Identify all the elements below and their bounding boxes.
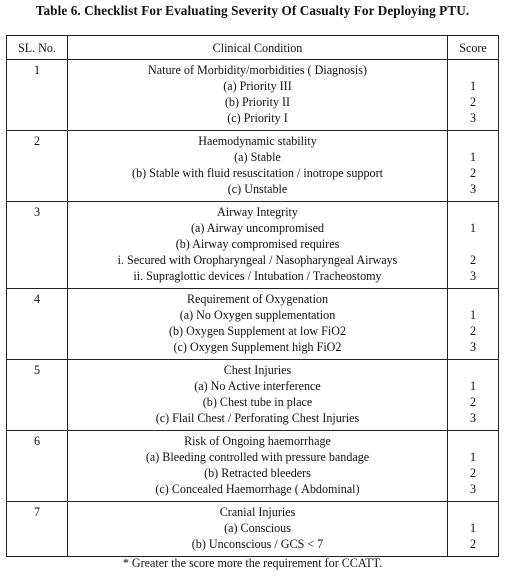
score-value: 3	[469, 182, 477, 196]
condition-option: (b) Airway compromised requires	[175, 237, 340, 251]
header-sl-no: SL. No.	[7, 36, 68, 60]
score-spacer	[452, 362, 494, 378]
score-value: 1	[469, 79, 477, 93]
condition-heading: Requirement of Oxygenation	[186, 292, 329, 306]
condition-option: (a) Priority III	[223, 79, 292, 93]
condition-option: (a) Bleeding controlled with pressure bandage	[145, 450, 370, 464]
condition-option: ii. Supraglottic devices / Intubation / Tracheostomy	[133, 269, 382, 283]
condition-option: (b) Oxygen Supplement at low FiO2	[168, 324, 347, 338]
checklist-table	[6, 35, 499, 557]
score-value: 3	[469, 340, 477, 354]
condition-option: i. Secured with Oropharyngeal / Nasopharyngeal Airways	[117, 253, 398, 267]
score-value: 3	[469, 111, 477, 125]
row-sl-no: 7	[7, 502, 68, 557]
row-sl-no: 6	[7, 431, 68, 502]
row-sl-no: 4	[7, 289, 68, 360]
score-value: 3	[469, 482, 477, 496]
table-body	[7, 60, 499, 557]
condition-option: (c) Unstable	[227, 182, 288, 196]
score-spacer	[452, 204, 494, 220]
row-sl-no: 1	[7, 60, 68, 131]
row-score	[448, 431, 499, 502]
condition-heading: Airway Integrity	[217, 205, 298, 219]
condition-option: (a) No Active interference	[194, 379, 321, 393]
table-row	[7, 289, 499, 360]
row-score	[448, 360, 499, 431]
score-spacer	[452, 504, 494, 520]
score-value: 1	[469, 379, 477, 393]
row-score	[448, 60, 499, 131]
score-value: 3	[469, 269, 477, 283]
condition-option: (c) Flail Chest / Perforating Chest Injuries	[155, 411, 360, 425]
row-clinical-condition	[68, 131, 448, 202]
condition-option: (a) Stable	[234, 150, 281, 164]
row-clinical-condition	[68, 502, 448, 557]
condition-option: (c) Priority I	[227, 111, 288, 125]
score-value: 1	[469, 521, 477, 535]
score-value: 1	[469, 150, 477, 164]
row-clinical-condition	[68, 60, 448, 131]
row-score	[448, 131, 499, 202]
score-spacer	[452, 433, 494, 449]
header-clinical-condition: Clinical Condition	[68, 36, 448, 60]
score-spacer	[452, 133, 494, 149]
table-row	[7, 60, 499, 131]
row-sl-no: 5	[7, 360, 68, 431]
score-value: 1	[469, 450, 477, 464]
condition-option: (b) Unconscious / GCS < 7	[191, 537, 324, 551]
score-value	[452, 236, 494, 252]
table-title: Table 6. Checklist For Evaluating Severity Of Casualty For Deploying PTU.	[35, 3, 470, 18]
score-spacer	[452, 291, 494, 307]
table-row	[7, 131, 499, 202]
score-value: 3	[469, 411, 477, 425]
condition-option: (c) Concealed Haemorrhage ( Abdominal)	[155, 482, 360, 496]
header-row	[7, 36, 499, 60]
row-sl-no: 2	[7, 131, 68, 202]
condition-heading: Cranial Injuries	[219, 505, 296, 519]
condition-heading: Chest Injuries	[223, 363, 292, 377]
condition-option: (b) Retracted bleeders	[204, 466, 311, 480]
score-spacer	[452, 62, 494, 78]
score-value: 2	[469, 395, 477, 409]
row-clinical-condition	[68, 360, 448, 431]
condition-option: (a) Conscious	[224, 521, 291, 535]
condition-option: (b) Chest tube in place	[202, 395, 313, 409]
condition-heading: Haemodynamic stability	[198, 134, 317, 148]
footnote: * Greater the score more the requirement for CCATT.	[122, 556, 383, 570]
row-clinical-condition	[68, 289, 448, 360]
condition-option: (c) Oxygen Supplement high FiO2	[173, 340, 342, 354]
condition-heading: Nature of Morbidity/morbidities ( Diagnosis)	[148, 63, 367, 77]
condition-option: (a) No Oxygen supplementation	[179, 308, 336, 322]
row-score	[448, 502, 499, 557]
header-score: Score	[448, 36, 499, 60]
score-value: 2	[469, 324, 477, 338]
table-row	[7, 202, 499, 289]
condition-option: (a) Airway uncompromised	[191, 221, 324, 235]
row-score	[448, 202, 499, 289]
row-sl-no: 3	[7, 202, 68, 289]
score-value: 2	[469, 95, 477, 109]
score-value: 2	[469, 253, 477, 267]
table-row	[7, 431, 499, 502]
condition-option: (b) Stable with fluid resuscitation / inotrope support	[132, 166, 383, 180]
score-value: 2	[469, 166, 477, 180]
row-clinical-condition	[68, 431, 448, 502]
condition-heading: Risk of Ongoing haemorrhage	[184, 434, 331, 448]
score-value: 1	[469, 308, 477, 322]
score-value: 1	[469, 221, 477, 235]
row-score	[448, 289, 499, 360]
score-value: 2	[469, 537, 477, 551]
table-row	[7, 360, 499, 431]
table-row	[7, 502, 499, 557]
score-value: 2	[469, 466, 477, 480]
condition-option: (b) Priority II	[224, 95, 291, 109]
row-clinical-condition	[68, 202, 448, 289]
